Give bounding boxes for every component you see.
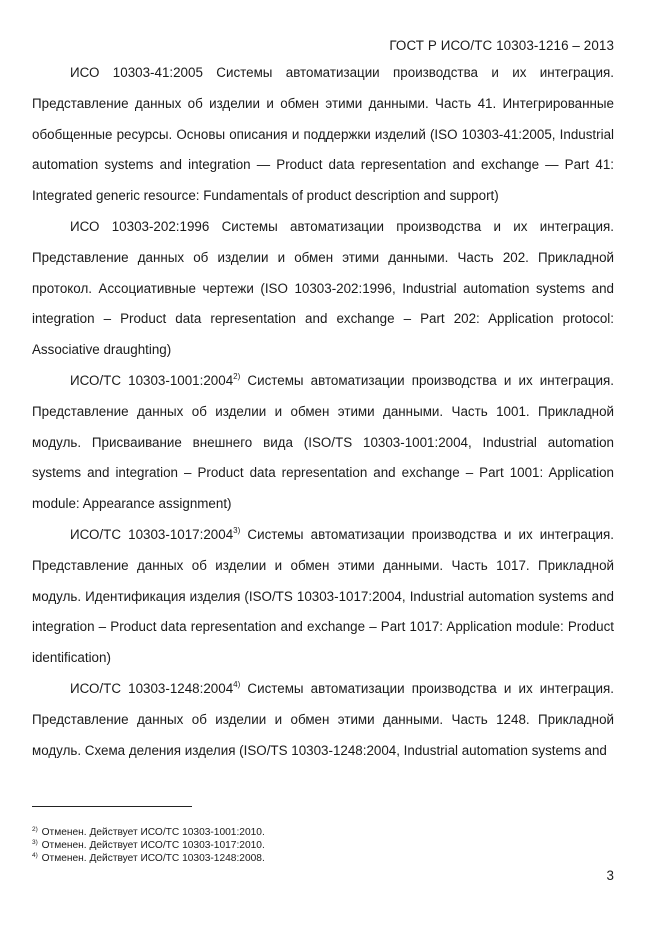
footnote-text: Отменен. Действует ИСО/ТС 10303-1017:2010. [41,840,265,851]
reference-paragraph [32,674,614,766]
footnotes [32,826,265,865]
document-header: ГОСТ Р ИСО/ТС 10303-1216 – 2013 [389,38,614,53]
footnote-text: Отменен. Действует ИСО/ТС 10303-1001:2010. [41,827,265,838]
reference-code: ИСО 10303-202:1996 [70,218,210,234]
footnote-mark: 3) [32,839,38,846]
reference-code: ИСО/ТС 10303-1248:2004 [70,680,234,696]
footnote-mark: 2) [32,826,38,833]
footnote-text: Отменен. Действует ИСО/ТС 10303-1248:2008. [41,853,265,864]
footnote-ref: 3) [233,525,241,535]
footnote [32,852,265,865]
reference-code: ИСО/ТС 10303-1017:2004 [70,526,234,542]
reference-text: Системы автоматизации производства и их интеграция. Представление данных об изделии и обмен этими данными. Часть 202. Прикладной протокол. Ассоциативные чертежи (ISO 10303-202:1996, Industrial automation systems and integration – Product data representation and exchange – Part 202: Application protocol: Associative draughting) [32,218,615,358]
footnote [32,839,265,852]
references-list [32,58,614,766]
reference-text: Системы автоматизации производства и их интеграция. Представление данных об изделии и обмен этими данными. Часть 1017. Прикладной модуль. Идентификация изделия (ISO/TS 10303-1017:2004, Industrial automation systems and integration – Product data representation and exchange – Part 1017: Application module: Product identification) [32,526,614,666]
page-number: 3 [606,868,614,883]
footnote-divider [32,806,192,807]
reference-text: Системы автоматизации производства и их интеграция. Представление данных об изделии и обмен этими данными. Часть 1248. Прикладной модуль. Схема деления изделия (ISO/TS 10303-1248:2004, Industrial automation systems and [32,680,614,758]
reference-paragraph [32,212,614,366]
footnote-ref: 4) [233,679,241,689]
reference-paragraph [32,366,614,520]
footnote-mark: 4) [32,852,38,859]
reference-text: Системы автоматизации производства и их интеграция. Представление данных об изделии и обмен этими данными. Часть 41. Интегрированные обобщенные ресурсы. Основы описания и поддержки изделий (ISO 10303-41:2005, Industrial automation systems and integration — Product data representation and exchange — Part 41: Integrated generic resource: Fundamentals of product description and support) [32,65,614,204]
reference-paragraph [32,58,614,212]
footnote-ref: 2) [233,371,241,381]
reference-code: ИСО/ТС 10303-1001:2004 [70,372,234,388]
footnote [32,826,265,839]
reference-paragraph [32,520,614,674]
reference-text: Системы автоматизации производства и их интеграция. Представление данных об изделии и обмен этими данными. Часть 1001. Прикладной модуль. Присваивание внешнего вида (ISO/TS 10303-1001:2004, Industrial automation systems and integration – Product data representation and exchange – Part 1001: Application module: Appearance assignment) [32,372,614,512]
reference-code: ИСО 10303-41:2005 [70,65,203,80]
